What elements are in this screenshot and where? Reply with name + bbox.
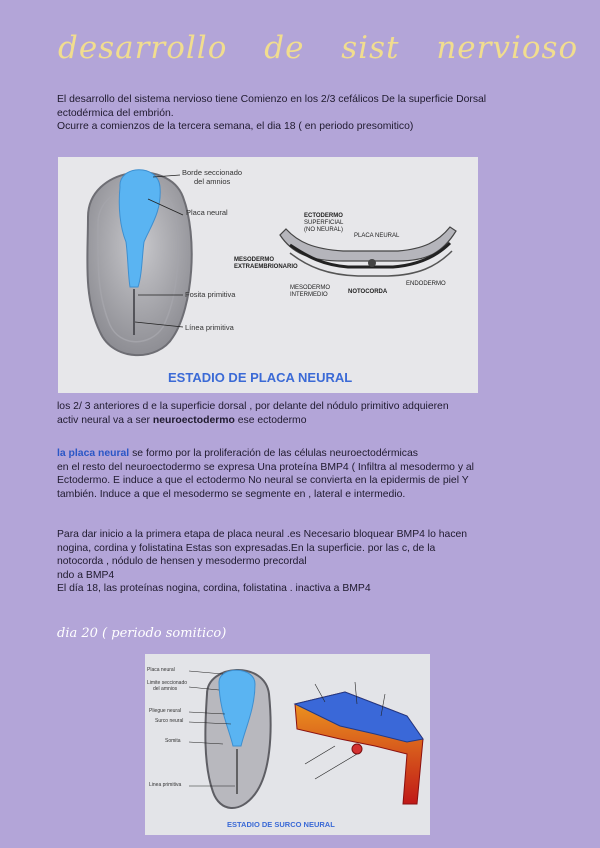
paragraph-line: Ectodermo. E induce a que el ectodermo No neural se convierta en la epidermis de piel Y (57, 475, 469, 487)
label-somita: Somita (165, 738, 181, 744)
paragraph-line: ndo a BMP4 (57, 569, 115, 581)
label-meso-inter: MESODERMO (290, 285, 331, 291)
label-pliegue: Pliegue neural (149, 708, 181, 714)
placa-neural-diagram (58, 157, 478, 393)
paragraph-anteriores (57, 400, 547, 427)
page-title: desarrollo de sist nervioso (58, 30, 579, 66)
label-linea: Línea primitiva (185, 323, 234, 332)
text-segment: activ neural va a ser (57, 414, 153, 426)
figure2-caption: ESTADIO DE SURCO NEURAL (227, 820, 335, 829)
label-placa-cross: PLACA NEURAL (354, 233, 400, 239)
label-placa: Placa neural (147, 667, 175, 673)
paragraph-bmp4 (57, 528, 547, 596)
notochord (368, 259, 376, 267)
paragraph-line: los 2/ 3 anteriores d e la superficie dorsal , por delante del nódulo primitivo adquieren (57, 401, 449, 412)
label-ectodermo-3: (NO NEURAL) (304, 227, 344, 233)
term-placa-neural: la placa neural (57, 448, 130, 459)
label-endodermo: ENDODERMO (406, 281, 446, 287)
paragraph-line (57, 414, 547, 428)
surco-neural-diagram (145, 654, 430, 835)
subheading-dia-20: dia 20 ( periodo somitico) (57, 626, 227, 641)
intro-line: ectodérmica del embrión. (57, 107, 174, 119)
paragraph-line (57, 447, 547, 461)
label-linea: Linea primitiva (149, 782, 182, 788)
label-surco: Surco neural (155, 718, 184, 724)
text-segment: se formo por la proliferación de las células neuroectodérmicas (129, 448, 418, 459)
figure-placa-neural (58, 157, 478, 393)
figure1-caption: ESTADIO DE PLACA NEURAL (168, 370, 353, 385)
label-borde-2: del amnios (194, 177, 231, 186)
label-meso-extra-2: EXTRAEMBRIONARIO (234, 264, 298, 270)
paragraph-line: notocorda , nódulo de hensen y mesodermo precordal (57, 556, 307, 568)
label-ectodermo-2: SUPERFICIAL (304, 220, 344, 226)
label-borde: Borde seccionado (182, 168, 243, 177)
paragraph-line: en el resto del neuroectodermo se expresa Una proteína BMP4 ( Infiltra al mesodermo y al (57, 461, 474, 473)
label-fosita: Fosita primitiva (185, 290, 236, 299)
intro-line: Ocurre a comienzos de la tercera semana, el dia 18 ( en periodo presomitico) (57, 121, 414, 133)
label-limite: Limite seccionado (147, 680, 188, 686)
paragraph-line: también. Induce a que el mesodermo se segmente en , lateral e intermedio. (57, 488, 406, 500)
paragraph-placa-neural (57, 447, 547, 501)
paragraph-line: El día 18, las proteínas nogina, cordina, folistatina . inactiva a BMP4 (57, 583, 371, 595)
label-placa: Placa neural (186, 208, 228, 217)
notochord (352, 744, 362, 754)
intro-line: El desarrollo del sistema nervioso tiene Comienzo en los 2/3 cefálicos De la superficie Dorsal (57, 94, 487, 105)
label-meso-extra: MESODERMO (234, 257, 275, 263)
label-amnios: del amnios (153, 686, 178, 692)
figure-surco-neural (145, 654, 430, 835)
text-segment: ese ectodermo (234, 414, 307, 426)
paragraph-line: nogina, cordina y folistatina Estas son expresadas.En la superficie. por las c, de la (57, 542, 436, 554)
keyword-neuroectodermo: neuroectodermo (152, 414, 235, 426)
label-meso-inter-2: INTERMEDIO (290, 292, 328, 298)
label-notocorda: NOTOCORDA (348, 289, 388, 295)
label-ectodermo: ECTODERMO (304, 213, 343, 219)
intro-paragraph (57, 93, 547, 134)
paragraph-line: Para dar inicio a la primera etapa de placa neural .es Necesario bloquear BMP4 lo hacen (57, 529, 468, 540)
